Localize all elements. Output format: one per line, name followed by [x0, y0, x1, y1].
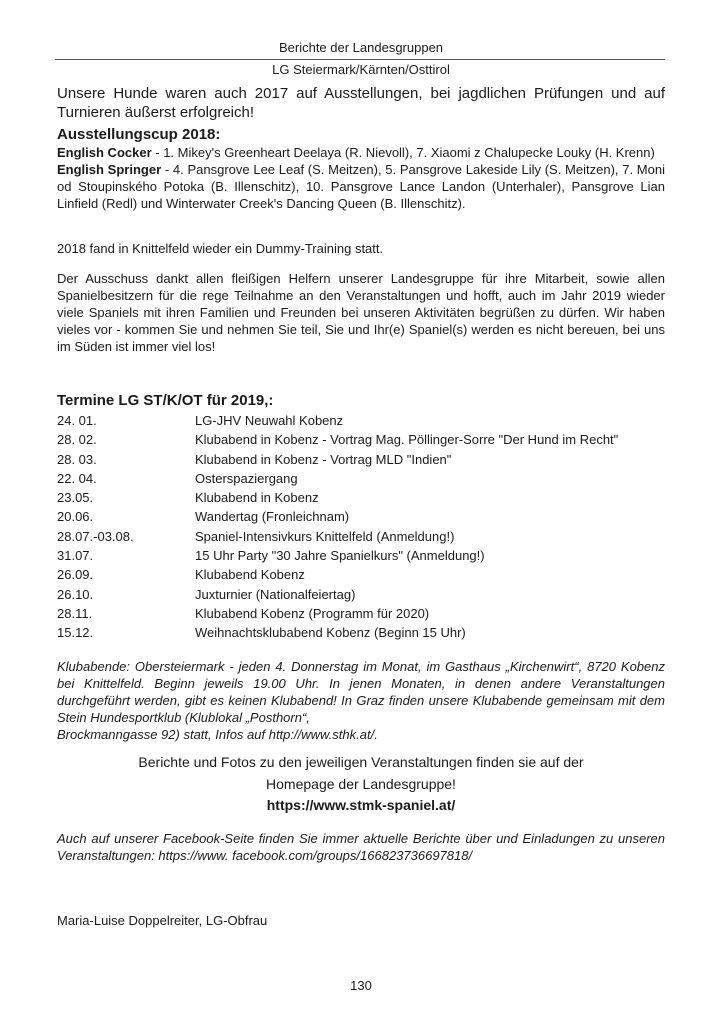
klubabende-tail: Brockmanngasse 92) statt, Infos auf http://www.sthk.at/.: [57, 727, 378, 742]
cup-entry-springer: [57, 161, 665, 212]
homepage-url-link[interactable]: https://www.stmk-spaniel.at/: [266, 797, 456, 813]
event-text: 15 Uhr Party "30 Jahre Spanielkurs" (Anmeldung!): [195, 548, 485, 564]
klubabende-main: Klubabende: Obersteiermark - jeden 4. Donnerstag im Monat, im Gasthaus „Kirchenwirt“, 8720 Kobenz bei Knittelfeld. Beginn jeweils 19.00 Uhr. In jenen Monaten, in denen andere Veranstaltungen durchgeführt werden, gibt es keinen Klubabend! In Graz finden unsere Klubabende gemeinsam mit dem Stein Hundesportklub (Klublokal „Posthorn“,: [57, 659, 665, 725]
event-date: 28.07.-03.08.: [57, 528, 134, 544]
event-text: Klubabend Kobenz: [195, 567, 305, 583]
event-row: [57, 450, 665, 469]
event-text: Klubabend in Kobenz - Vortrag MLD "Indien": [195, 451, 452, 467]
homepage-line-1: Berichte und Fotos zu den jeweiligen Veranstaltungen finden sie auf der: [138, 754, 584, 770]
event-text: LG-JHV Neuwahl Kobenz: [195, 413, 344, 428]
cup-entry-text: - 1. Mikey's Greenheart Deelaya (R. Nievoll), 7. Xiaomi z Chalupecke Louky (H. Krenn): [151, 145, 655, 160]
event-list: [57, 411, 665, 643]
event-row: [57, 604, 665, 623]
klubabende-note: [57, 658, 665, 743]
cup-heading: Ausstellungscup 2018:: [57, 126, 221, 143]
event-row: [57, 430, 665, 449]
event-row: [57, 527, 665, 546]
event-text: Klubabend in Kobenz - Vortrag Mag. Pöllinger-Sorre "Der Hund im Recht": [195, 432, 619, 448]
event-date: 22. 04.: [57, 470, 97, 486]
running-header-section: Berichte der Landesgruppen: [278, 40, 444, 55]
header-rule: [55, 59, 665, 60]
intro-paragraph: Unsere Hunde waren auch 2017 auf Ausstellungen, bei jagdlichen Prüfungen und auf Turnieren äußerst erfolgreich!: [57, 85, 665, 121]
event-date: 31.07.: [57, 548, 94, 564]
event-date: 20.06.: [57, 509, 94, 525]
event-date: 15.12.: [57, 625, 94, 641]
termine-heading: Termine LG ST/K/OT für 2019,:: [57, 392, 274, 409]
signature: Maria-Luise Doppelreiter, LG-Obfrau: [57, 913, 268, 928]
event-date: 28. 02.: [57, 432, 97, 448]
event-row: [57, 469, 665, 488]
dummy-training-paragraph: 2018 fand in Knittelfeld wieder ein Dummy-Training statt.: [57, 241, 384, 256]
event-row: [57, 623, 665, 642]
event-text: Klubabend in Kobenz: [195, 490, 319, 506]
thanks-paragraph: Der Ausschuss dankt allen fleißigen Helfern unserer Landesgruppe für ihre Mitarbeit, sowie allen Spanielbesitzern für die rege Teilnahme an den Veranstaltungen und hofft, auch im Jahr 2019 wieder viele Spaniels mit ihren Familien und Freunden bei unseren Aktivitäten begrüßen zu dürfen. Wir haben vieles vor - kommen Sie und nehmen Sie teil, Sie und Ihr(e) Spaniel(s) werden es nicht bereuen, bei uns im Süden ist immer viel los!: [57, 271, 665, 354]
event-date: 28. 03.: [57, 451, 97, 467]
page-number: 130: [350, 978, 372, 993]
cup-entry-cocker: [57, 144, 665, 161]
event-row: [57, 507, 665, 526]
event-date: 28.11.: [57, 605, 93, 621]
running-header-group: LG Steiermark/Kärnten/Osttirol: [272, 62, 450, 77]
event-date: 26.09.: [57, 567, 94, 583]
breed-label: English Springer: [57, 162, 162, 177]
event-row: [57, 585, 665, 604]
event-row: [57, 546, 665, 565]
homepage-line-2: Homepage der Landesgruppe!: [266, 776, 456, 792]
cup-entry-text: - 4. Pansgrove Lee Leaf (S. Meitzen), 5. Pansgrove Lakeside Lily (S. Meitzen), 7. Moni od Stoupinského Potoka (B. Illenschitz), 10. Pansgrove Lance Landon (Unterhaler), Pansgrove Lian Linfield (Redl) und Winterwater Creek's Dancing Queen (B. Illenschitz).: [57, 162, 665, 211]
event-text: Klubabend Kobenz (Programm für 2020): [195, 605, 430, 621]
event-row: [57, 488, 665, 507]
event-text: Wandertag (Fronleichnam): [195, 509, 350, 525]
cup-results: [57, 144, 665, 212]
event-text: Osterspaziergang: [195, 470, 298, 486]
event-text: Spaniel-Intensivkurs Knittelfeld (Anmeldung!): [195, 528, 455, 544]
event-row: [57, 411, 665, 430]
event-text: Juxturnier (Nationalfeiertag): [195, 586, 356, 602]
event-date: 26.10.: [57, 586, 94, 602]
facebook-paragraph: Auch auf unserer Facebook-Seite finden Sie immer aktuelle Berichte über und Einladungen zu unseren Veranstaltungen: https://www. facebook.com/groups/166823736697818/: [57, 831, 665, 863]
event-text: Weihnachtsklubabend Kobenz (Beginn 15 Uhr): [195, 625, 466, 641]
event-row: [57, 565, 665, 584]
event-date: 23.05.: [57, 490, 94, 506]
breed-label: English Cocker: [57, 145, 152, 160]
event-date: 24. 01.: [57, 413, 97, 428]
